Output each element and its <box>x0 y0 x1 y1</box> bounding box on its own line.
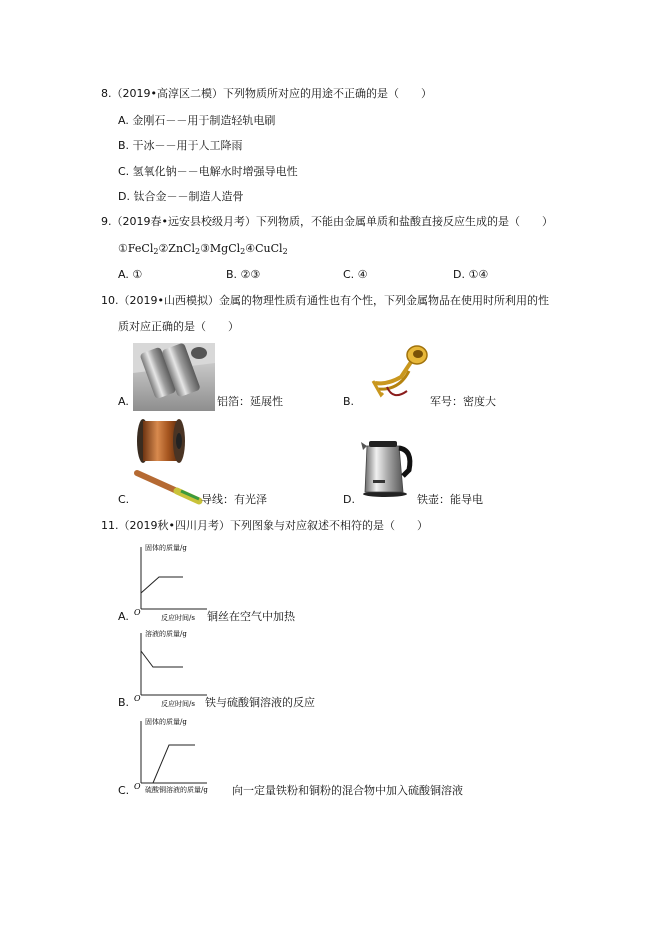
q10-option-d-letter: D. <box>343 493 355 506</box>
graph-b-origin: O <box>134 694 141 703</box>
q9-option-a: A. ① <box>118 268 143 281</box>
q8-option-a: A. 金刚石－－用于制造轻轨电刷 <box>118 114 276 127</box>
q11-option-a-text: 铜丝在空气中加热 <box>207 610 295 623</box>
q10-option-d-text: 铁壶：能导电 <box>417 493 483 506</box>
formula-3: ③MgCl$_2$ <box>200 242 246 256</box>
graph-a-origin: O <box>134 608 141 617</box>
graph-a-curve <box>141 577 183 593</box>
q11-option-b-letter: B. <box>118 696 130 709</box>
q11-option-c-letter: C. <box>118 784 130 797</box>
q8-option-d: D. 钛合金－－制造人造骨 <box>118 190 244 203</box>
q10-stem-line2: 质对应正确的是（ ） <box>118 320 239 333</box>
graph-a-ylabel: 固体的质量/g <box>145 544 187 552</box>
q10-option-a-letter: A. <box>118 395 129 408</box>
formula-1: ①FeCl$_2$ <box>118 242 159 256</box>
q10-option-b-text: 军号：密度大 <box>430 395 496 408</box>
formula-4: ④CuCl$_2$ <box>245 242 288 256</box>
graph-b <box>131 625 211 709</box>
copper-wire-image <box>133 415 205 510</box>
graph-b-ylabel: 溶液的质量/g <box>145 630 187 638</box>
q11-option-c-text: 向一定量铁粉和铜粉的混合物中加入硫酸铜溶液 <box>232 784 463 797</box>
q11-option-b-text: 铁与硫酸铜溶液的反应 <box>205 696 315 709</box>
q8-stem: 8.（2019•高淳区二模）下列物质所对应的用途不正确的是（ ） <box>101 87 432 100</box>
q10-option-a-text: 铝箔：延展性 <box>217 395 283 408</box>
graph-b-curve <box>141 651 183 667</box>
q10-option-b-letter: B. <box>343 395 355 408</box>
graph-a <box>131 541 211 623</box>
graph-c-origin: O <box>134 782 141 791</box>
q9-stem: 9.（2019春•远安县校级月考）下列物质，不能由金属单质和盐酸直接反应生成的是（ ） <box>101 215 553 228</box>
graph-c <box>131 713 233 797</box>
q10-option-c-text: 导线：有光泽 <box>201 493 267 506</box>
aluminum-foil-image <box>133 343 215 411</box>
q8-option-c: C. 氢氧化钠－－电解水时增强导电性 <box>118 165 298 178</box>
q11-stem: 11.（2019秋•四川月考）下列图象与对应叙述不相符的是（ ） <box>101 519 428 532</box>
q9-formulas <box>118 242 288 259</box>
graph-b-xlabel: 反应时间/s <box>161 700 195 708</box>
q9-option-b: B. ②③ <box>226 268 261 281</box>
bugle-image <box>367 343 432 405</box>
graph-a-xlabel: 反应时间/s <box>161 614 195 622</box>
q9-option-c: C. ④ <box>343 268 368 281</box>
formula-2: ②ZnCl$_2$ <box>158 242 201 256</box>
q10-stem-line1: 10.（2019•山西模拟）金属的物理性质有通性也有个性，下列金属物品在使用时所利用的性 <box>101 294 549 307</box>
q9-option-d: D. ①④ <box>453 268 489 281</box>
q10-option-c-letter: C. <box>118 493 130 506</box>
q8-option-b: B. 干冰－－用于人工降雨 <box>118 139 243 152</box>
graph-c-xlabel: 硫酸铜溶液的质量/g <box>145 786 208 794</box>
kettle-image <box>359 436 415 498</box>
graph-c-curve <box>153 745 195 783</box>
q11-option-a-letter: A. <box>118 610 129 623</box>
graph-c-ylabel: 固体的质量/g <box>145 718 187 726</box>
